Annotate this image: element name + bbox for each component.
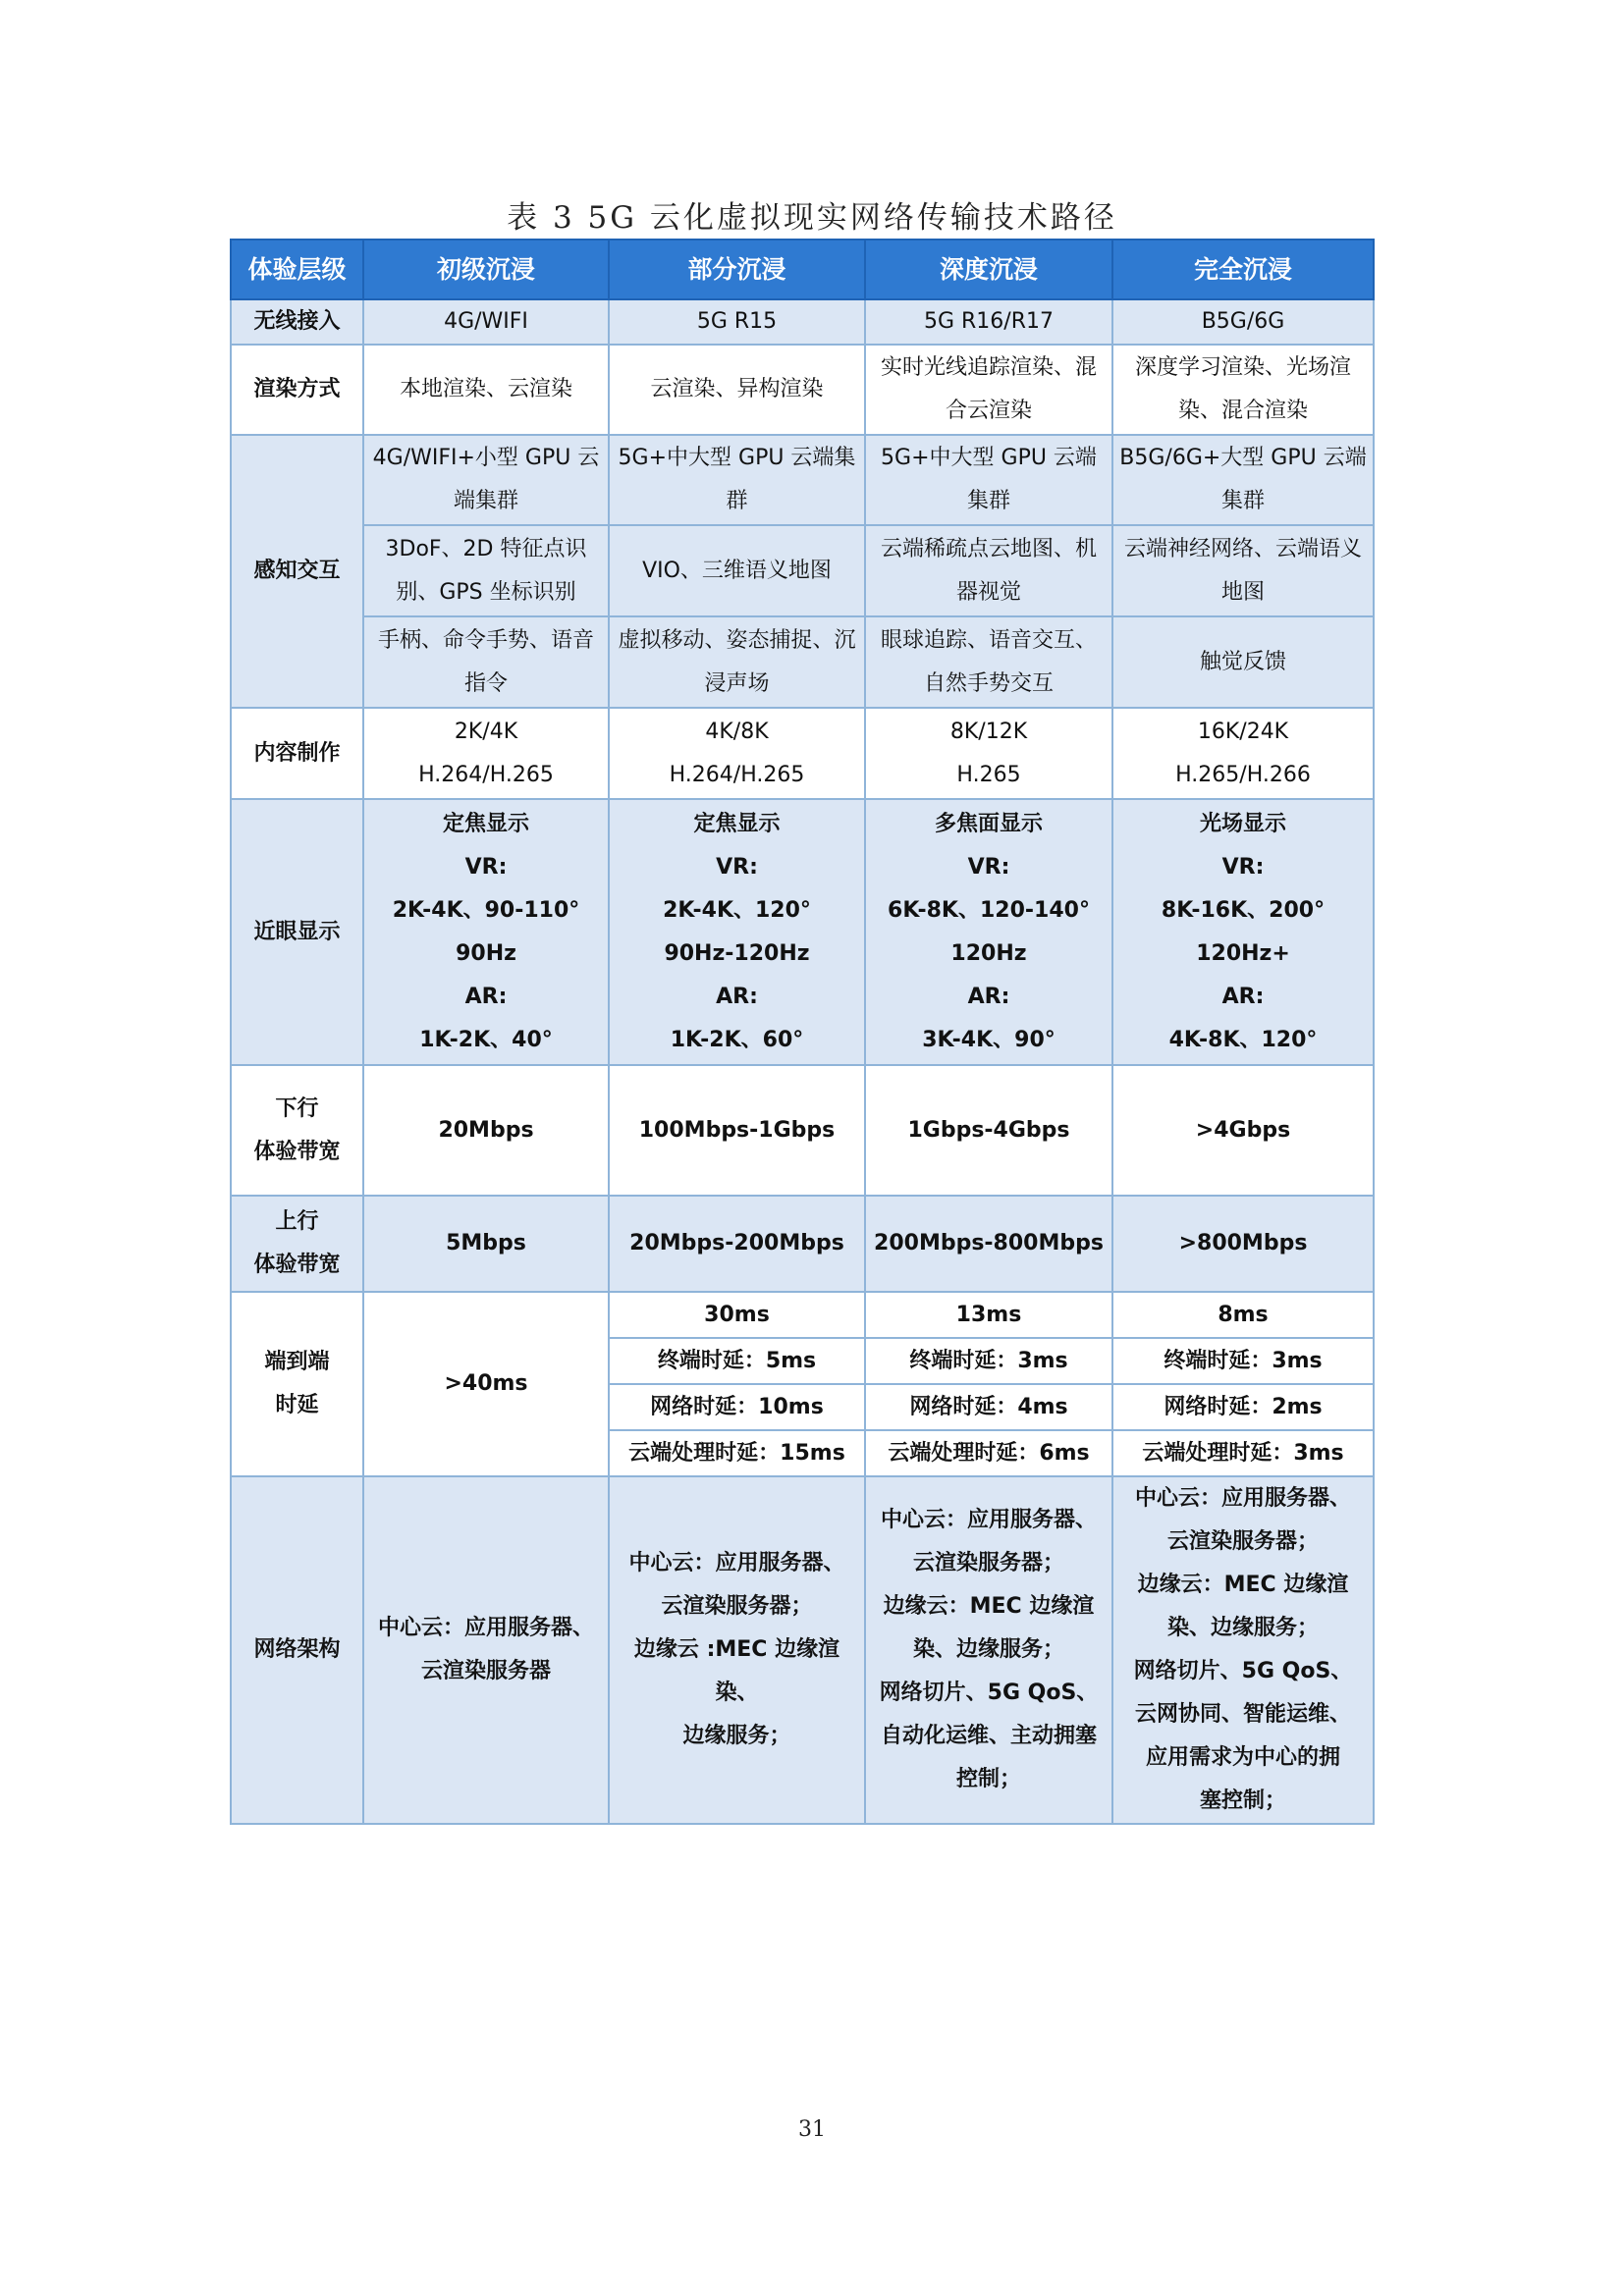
table-cell: 1Gbps-4Gbps: [865, 1065, 1112, 1196]
cell-line: 3K-4K、90°: [922, 1027, 1056, 1052]
cell-line: 染、边缘服务；: [912, 1637, 1064, 1662]
cell-line: 光场显示: [1199, 811, 1286, 836]
cell-line: 6K-8K、120-140°: [888, 897, 1090, 923]
header-cell: 深度沉浸: [865, 240, 1112, 299]
table-cell: 5G+中大型 GPU 云端集群: [609, 435, 865, 525]
table-cell: VIO、三维语义地图: [609, 525, 865, 616]
cell-line: VR:: [1221, 854, 1265, 880]
table-cell: 200Mbps-800Mbps: [865, 1196, 1112, 1292]
cell-line: 多焦面显示: [934, 811, 1043, 836]
cell-line: 定焦显示: [442, 811, 529, 836]
table-cell: 30ms: [609, 1292, 865, 1338]
cell-line: 云渲染服务器；: [1166, 1529, 1319, 1554]
cell-line: 4K/8K: [705, 719, 769, 744]
table-cell: 终端时延：3ms: [1112, 1338, 1374, 1384]
table-cell: 云端稀疏点云地图、机器视觉: [865, 525, 1112, 616]
row-label: 近眼显示: [231, 799, 363, 1065]
cell-line: 控制；: [955, 1767, 1021, 1791]
cell-line: 上行: [275, 1209, 319, 1234]
table-cell: [609, 799, 865, 1065]
cell-line: 自动化运维、主动拥塞: [880, 1724, 1097, 1748]
row-label: [231, 1196, 363, 1292]
cell-line: 云渲染服务器；: [912, 1551, 1064, 1575]
cell-line: AR:: [464, 984, 508, 1009]
cell-line: 90Hz: [456, 940, 516, 966]
cell-line: 2K-4K、90-110°: [392, 897, 580, 923]
table-cell: 5Mbps: [363, 1196, 609, 1292]
cell-line: 边缘服务；: [682, 1724, 791, 1748]
table-cell: [1112, 708, 1374, 799]
table-row: [231, 299, 1374, 345]
cell-line: 塞控制；: [1199, 1789, 1286, 1813]
table-cell: 触觉反馈: [1112, 616, 1374, 708]
cell-line: VR:: [464, 854, 508, 880]
cell-line: 染、边缘服务；: [1166, 1616, 1319, 1640]
row-label: 无线接入: [231, 299, 363, 345]
cell-line: 中心云：应用服务器、: [880, 1508, 1097, 1532]
table-cell: 虚拟移动、姿态捕捉、沉浸声场: [609, 616, 865, 708]
table-row: [231, 708, 1374, 799]
table-cell: [363, 708, 609, 799]
table-cell: 眼球追踪、语音交互、自然手势交互: [865, 616, 1112, 708]
table-row: [231, 525, 1374, 616]
table-cell: 实时光线追踪渲染、混合云渲染: [865, 345, 1112, 435]
cell-line: 端到端: [264, 1350, 330, 1374]
cell-line: H.264/H.265: [418, 762, 554, 787]
header-cell: 初级沉浸: [363, 240, 609, 299]
table-cell: 终端时延：5ms: [609, 1338, 865, 1384]
cell-line: 120Hz+: [1196, 940, 1290, 966]
cell-line: H.265: [956, 762, 1021, 787]
table-row: [231, 1292, 1374, 1338]
table-cell: 8ms: [1112, 1292, 1374, 1338]
cell-line: H.264/H.265: [669, 762, 805, 787]
cell-line: AR:: [1221, 984, 1265, 1009]
table-cell: 网络时延：4ms: [865, 1384, 1112, 1430]
table-cell: 云端神经网络、云端语义地图: [1112, 525, 1374, 616]
table-cell: 深度学习渲染、光场渲染、混合渲染: [1112, 345, 1374, 435]
table-cell: 网络时延：2ms: [1112, 1384, 1374, 1430]
table-cell: [363, 799, 609, 1065]
cell-line: 网络切片、5G QoS、: [1133, 1659, 1353, 1683]
cell-line: 1K-2K、60°: [670, 1027, 804, 1052]
table-cell: 云端处理时延：3ms: [1112, 1430, 1374, 1476]
table-cell: 20Mbps: [363, 1065, 609, 1196]
row-label: 渲染方式: [231, 345, 363, 435]
table-cell: [1112, 799, 1374, 1065]
table-row: [231, 435, 1374, 525]
cell-line: VR:: [716, 854, 758, 880]
cell-line: 应用需求为中心的拥: [1145, 1745, 1340, 1770]
table-cell: [865, 1476, 1112, 1824]
table-cell: 云端处理时延：6ms: [865, 1430, 1112, 1476]
row-label: 感知交互: [231, 435, 363, 708]
table-cell: 4G/WIFI: [363, 299, 609, 345]
cell-line: 1K-2K、40°: [419, 1027, 553, 1052]
table-cell: [865, 708, 1112, 799]
cell-line: 云网协同、智能运维、: [1134, 1702, 1351, 1727]
table-cell: 云渲染、异构渲染: [609, 345, 865, 435]
cell-line: 120Hz: [950, 940, 1027, 966]
cell-line: 8K-16K、200°: [1161, 897, 1326, 923]
table-row: [231, 1476, 1374, 1824]
row-label: 内容制作: [231, 708, 363, 799]
table-caption: 表 3 5G 云化虚拟现实网络传输技术路径: [507, 200, 1117, 236]
row-label: [231, 1292, 363, 1476]
cell-line: 8K/12K: [949, 719, 1028, 744]
table-cell: 100Mbps-1Gbps: [609, 1065, 865, 1196]
cell-line: 中心云：应用服务器、: [377, 1616, 594, 1640]
table-cell: B5G/6G+大型 GPU 云端集群: [1112, 435, 1374, 525]
cell-line: 定焦显示: [693, 811, 781, 836]
table-cell: 手柄、命令手势、语音指令: [363, 616, 609, 708]
table-cell: 5G R15: [609, 299, 865, 345]
header-cell: 部分沉浸: [609, 240, 865, 299]
table-cell: [1112, 1476, 1374, 1824]
cell-line: AR:: [716, 984, 758, 1009]
tech-path-table: [230, 239, 1375, 1825]
cell-line: 2K/4K: [454, 719, 518, 744]
table-row: [231, 345, 1374, 435]
cell-line: 下行: [275, 1095, 319, 1121]
table-cell: 4G/WIFI+小型 GPU 云端集群: [363, 435, 609, 525]
row-label: [231, 1065, 363, 1196]
table-row: [231, 1196, 1374, 1292]
table-cell: B5G/6G: [1112, 299, 1374, 345]
table-row: [231, 799, 1374, 1065]
table-cell: 5G R16/R17: [865, 299, 1112, 345]
table-header-row: [231, 240, 1374, 299]
table-cell: [363, 1476, 609, 1824]
cell-line: 2K-4K、120°: [663, 897, 811, 923]
cell-line: AR:: [967, 984, 1010, 1009]
cell-line: 边缘云 :MEC 边缘渲染、: [633, 1637, 840, 1705]
table-row: [231, 616, 1374, 708]
table-cell: 本地渲染、云渲染: [363, 345, 609, 435]
table-cell: >800Mbps: [1112, 1196, 1374, 1292]
header-cell: 体验层级: [231, 240, 363, 299]
table-cell: 3DoF、2D 特征点识别、GPS 坐标识别: [363, 525, 609, 616]
cell-line: 时延: [275, 1393, 319, 1417]
table-cell: 终端时延：3ms: [865, 1338, 1112, 1384]
table-cell: 13ms: [865, 1292, 1112, 1338]
cell-line: 边缘云：MEC 边缘渲: [883, 1594, 1095, 1619]
cell-line: 边缘云：MEC 边缘渲: [1137, 1573, 1349, 1597]
cell-line: 4K-8K、120°: [1168, 1027, 1318, 1052]
table-cell: [865, 799, 1112, 1065]
table-cell: [609, 708, 865, 799]
table-cell: 云端处理时延：15ms: [609, 1430, 865, 1476]
cell-line: 90Hz-120Hz: [664, 940, 810, 966]
page-number: 31: [798, 2117, 826, 2142]
table-cell: 网络时延：10ms: [609, 1384, 865, 1430]
header-cell: 完全沉浸: [1112, 240, 1374, 299]
cell-line: H.265/H.266: [1175, 762, 1311, 787]
cell-line: VR:: [967, 854, 1010, 880]
table-cell: >40ms: [363, 1292, 609, 1476]
cell-line: 体验带宽: [253, 1253, 341, 1277]
table-cell: >4Gbps: [1112, 1065, 1374, 1196]
cell-line: 云渲染服务器；: [661, 1594, 813, 1619]
cell-line: 云渲染服务器: [420, 1659, 551, 1683]
table-cell: 20Mbps-200Mbps: [609, 1196, 865, 1292]
cell-line: 中心云：应用服务器、: [1134, 1486, 1351, 1511]
table-row: [231, 1065, 1374, 1196]
table-cell: 5G+中大型 GPU 云端集群: [865, 435, 1112, 525]
table-cell: [609, 1476, 865, 1824]
cell-line: 中心云：应用服务器、: [628, 1551, 845, 1575]
cell-line: 16K/24K: [1197, 719, 1289, 744]
row-label: 网络架构: [231, 1476, 363, 1824]
cell-line: 网络切片、5G QoS、: [879, 1681, 1099, 1705]
cell-line: 体验带宽: [253, 1139, 341, 1164]
